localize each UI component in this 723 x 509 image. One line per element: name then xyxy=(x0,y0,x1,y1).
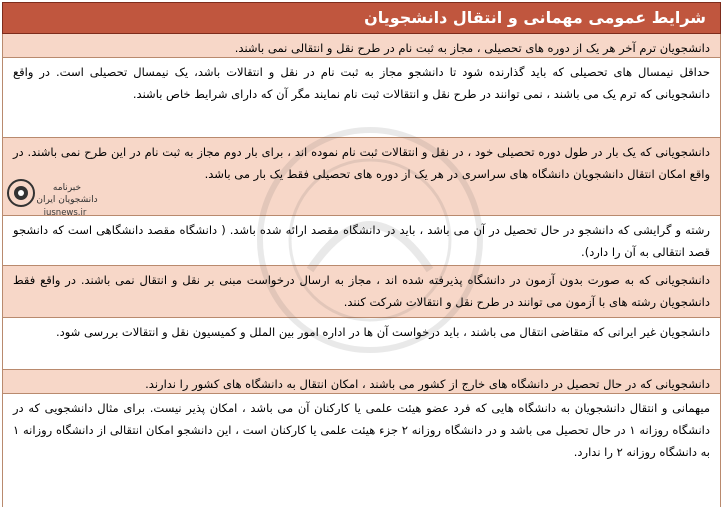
condition-row-2: حداقل نیمسال های تحصیلی که باید گذارنده شود تا دانشجو مجاز به ثبت نام در نقل و انتقالات باشد، یک نیمسال تحصیلی است. در واقع دانشجویانی که ترم یک می باشند ، نمی توانند در طرح نقل و انتقالات ثبت نام نمایند مگر آن که دارای شرایط خاص باشند. xyxy=(3,58,720,138)
condition-row-8: میهمانی و انتقال دانشجویان به دانشگاه هایی که فرد عضو هیئت علمی یا کارکنان آن می باشد ، امکان پذیر نیست. برای مثال دانشجویی که در دانشگاه روزانه ۱ در حال تحصیل می باشد و در دانشگاه روزانه ۲ جزء هیئت علمی یا کارکنان است ، این دانشجو امکان انتقالی از دانشگاه روزانه ۱ به دانشگاه روزانه ۲ را ندارد. xyxy=(3,394,720,507)
conditions-table xyxy=(2,34,721,507)
logo-url: iusnews.ir xyxy=(43,208,87,218)
condition-row-6: دانشجویان غیر ایرانی که متقاضی انتقال می باشند ، باید درخواست آن ها در اداره امور بین الملل و کمیسیون نقل و انتقالات بررسی شود. xyxy=(3,318,720,370)
condition-row-1: دانشجویان ترم آخر هر یک از دوره های تحصیلی ، مجاز به ثبت نام در طرح نقل و انتقالی نمی باشند. xyxy=(3,34,720,58)
logo-seal-icon xyxy=(6,178,36,208)
page-title: شرایط عمومی مهمانی و انتقال دانشجویان xyxy=(2,2,721,34)
condition-row-3: دانشجویانی که یک بار در طول دوره تحصیلی خود ، در نقل و انتقالات ثبت نام نموده اند ، برای بار دوم مجاز به ثبت نام در این طرح نمی باشند. در واقع امکان انتقال دانشجویان دانشگاه های سراسری در هر یک از دوره های تحصیلی فقط یک بار می باشد. xyxy=(3,138,720,216)
logo xyxy=(6,170,98,230)
condition-row-5: دانشجویانی که به صورت بدون آزمون در دانشگاه پذیرفته شده اند ، مجاز به ارسال درخواست مبنی بر نقل و انتقال نمی باشند. در واقع فقط دانشجویان رشته های با آزمون می توانند در طرح نقل و انتقالات شرکت کنند. xyxy=(3,266,720,318)
condition-row-7: دانشجویانی که در حال تحصیل در دانشگاه های خارج از کشور می باشند ، امکان انتقال به دانشگاه های کشور را ندارند. xyxy=(3,370,720,394)
condition-row-4: رشته و گرایشی که دانشجو در حال تحصیل در آن می باشد ، باید در دانشگاه مقصد ارائه شده باشد. ( دانشگاه مقصد دانشگاهی است که دانشجو قصد انتقالی به آن را دارد). xyxy=(3,216,720,266)
logo-name: خبرنامه دانشجویان ایران xyxy=(36,183,98,205)
